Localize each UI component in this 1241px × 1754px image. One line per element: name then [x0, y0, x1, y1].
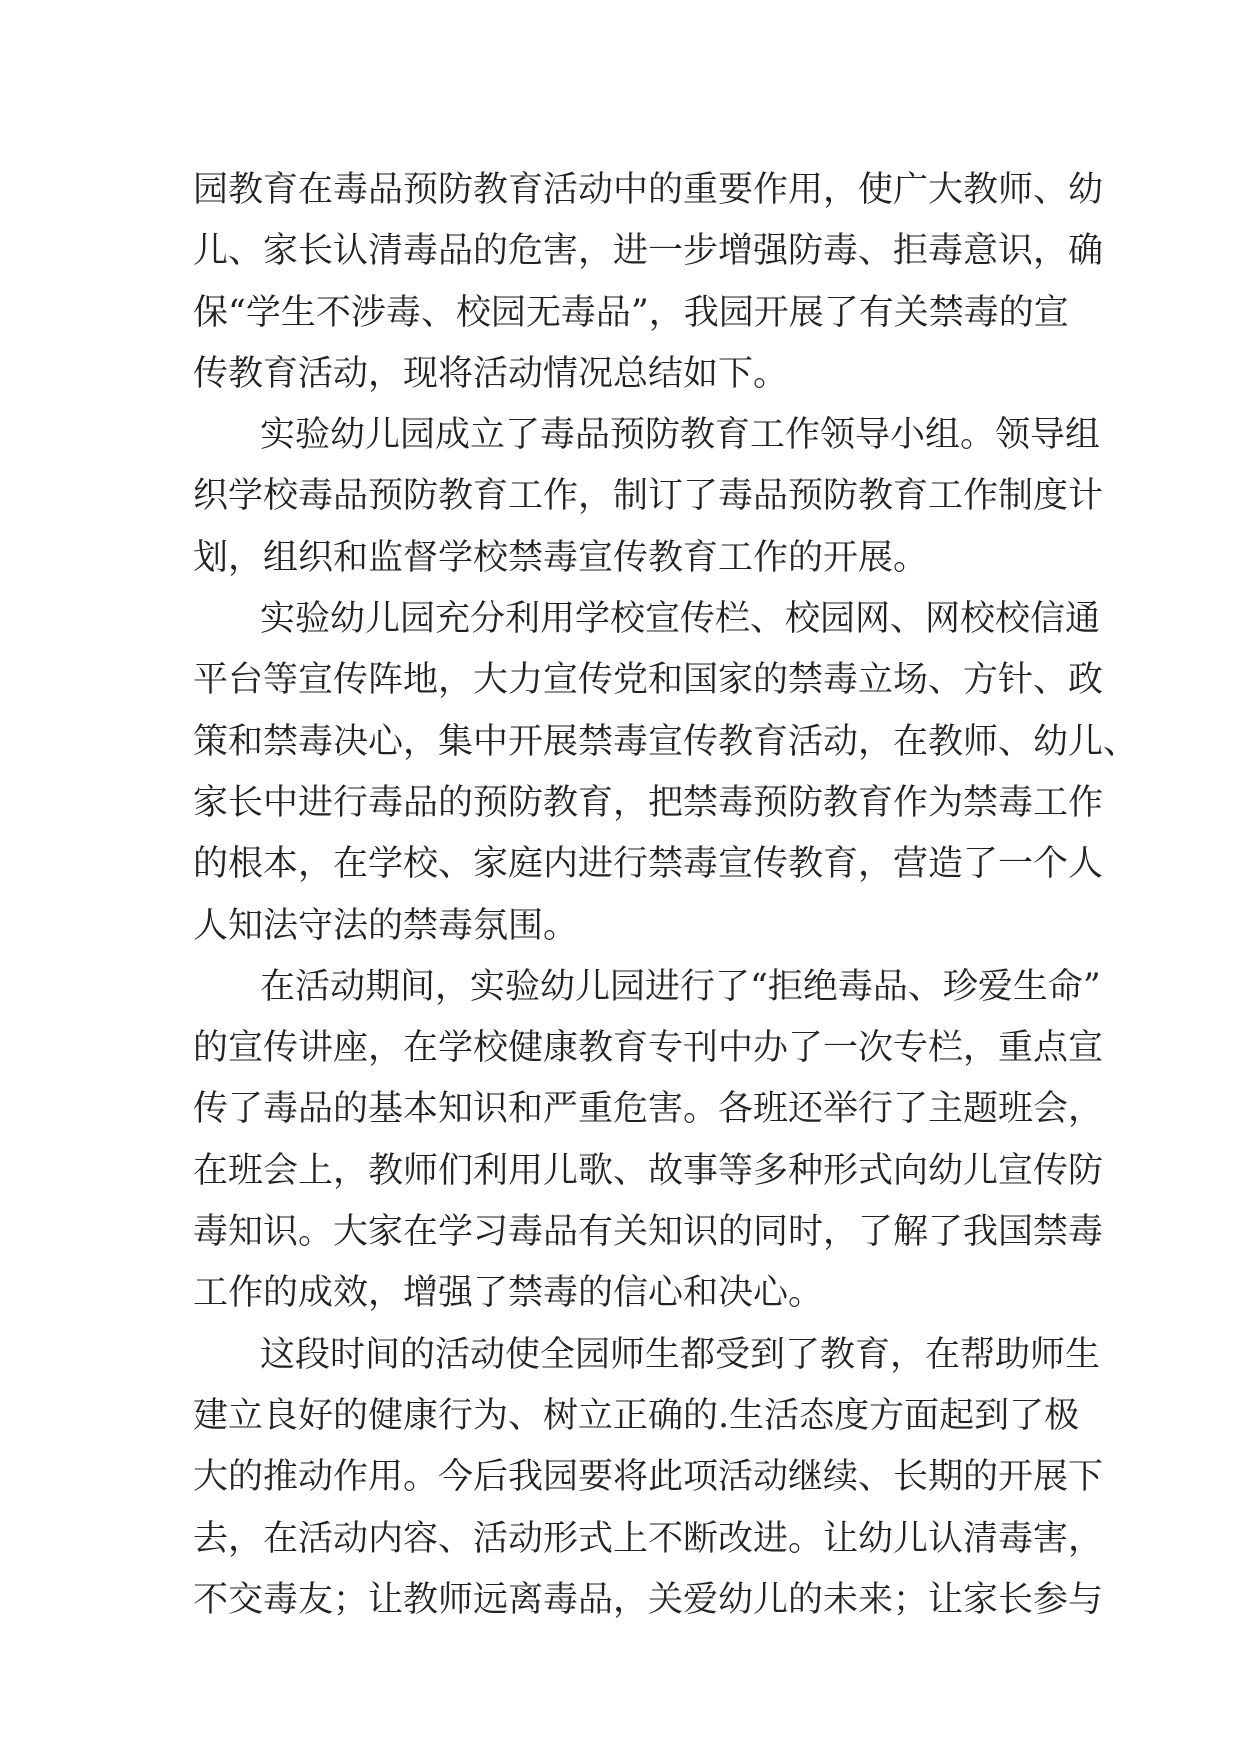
paragraph-first-line: 这段时间的活动使全园师生都受到了教育，在帮助师生 [260, 1334, 1101, 1375]
text-line: 传教育活动，现将活动情况总结如下。 [193, 353, 789, 394]
text-line: 儿、家长认清毒品的危害，进一步增强防毒、拒毒意识，确 [193, 231, 1104, 272]
text-line: 划，组织和监督学校禁毒宣传教育工作的开展。 [193, 537, 929, 578]
text-line: 人知法守法的禁毒氛围。 [193, 905, 579, 946]
text-line: 的宣传讲座，在学校健康教育专刊中办了一次专栏，重点宣 [193, 1028, 1104, 1069]
text-line: 去，在活动内容、活动形式上不断改进。让幼儿认清毒害， [193, 1518, 1104, 1559]
paragraph-first-line: 在活动期间，实验幼儿园进行了“拒绝毒品、珍爱生命” [260, 966, 1101, 1007]
paragraph-first-line: 实验幼儿园成立了毒品预防教育工作领导小组。领导组 [260, 415, 1101, 456]
text-line: 园教育在毒品预防教育活动中的重要作用，使广大教师、幼 [193, 170, 1104, 210]
text-line: 家长中进行毒品的预防教育，把禁毒预防教育作为禁毒工作 [193, 782, 1104, 823]
text-line: 工作的成效，增强了禁毒的信心和决心。 [193, 1273, 824, 1314]
text-line: 保“学生不涉毒、校园无毒品”，我园开展了有关禁毒的宣 [193, 292, 1069, 333]
text-line: 在班会上，教师们利用儿歌、故事等多种形式向幼儿宣传防 [193, 1150, 1104, 1191]
text-line: 大的推动作用。今后我园要将此项活动继续、长期的开展下 [193, 1457, 1104, 1498]
text-line: 织学校毒品预防教育工作，制订了毒品预防教育工作制度计 [193, 476, 1104, 517]
text-line: 不交毒友；让教师远离毒品，关爱幼儿的未来；让家长参与 [193, 1579, 1104, 1620]
text-line: 平台等宣传阵地，大力宣传党和国家的禁毒立场、方针、政 [193, 660, 1104, 701]
text-line: 建立良好的健康行为、树立正确的.生活态度方面起到了极 [193, 1395, 1080, 1436]
text-line: 传了毒品的基本知识和严重危害。各班还举行了主题班会， [193, 1089, 1104, 1130]
text-line: 的根本，在学校、家庭内进行禁毒宣传教育，营造了一个人 [193, 844, 1104, 885]
text-line: 毒知识。大家在学习毒品有关知识的同时，了解了我国禁毒 [193, 1212, 1104, 1253]
text-line: 策和禁毒决心，集中开展禁毒宣传教育活动，在教师、幼儿、 [193, 721, 1139, 762]
paragraph-first-line: 实验幼儿园充分利用学校宣传栏、校园网、网校校信通 [260, 599, 1101, 640]
document-body [193, 160, 1139, 1631]
